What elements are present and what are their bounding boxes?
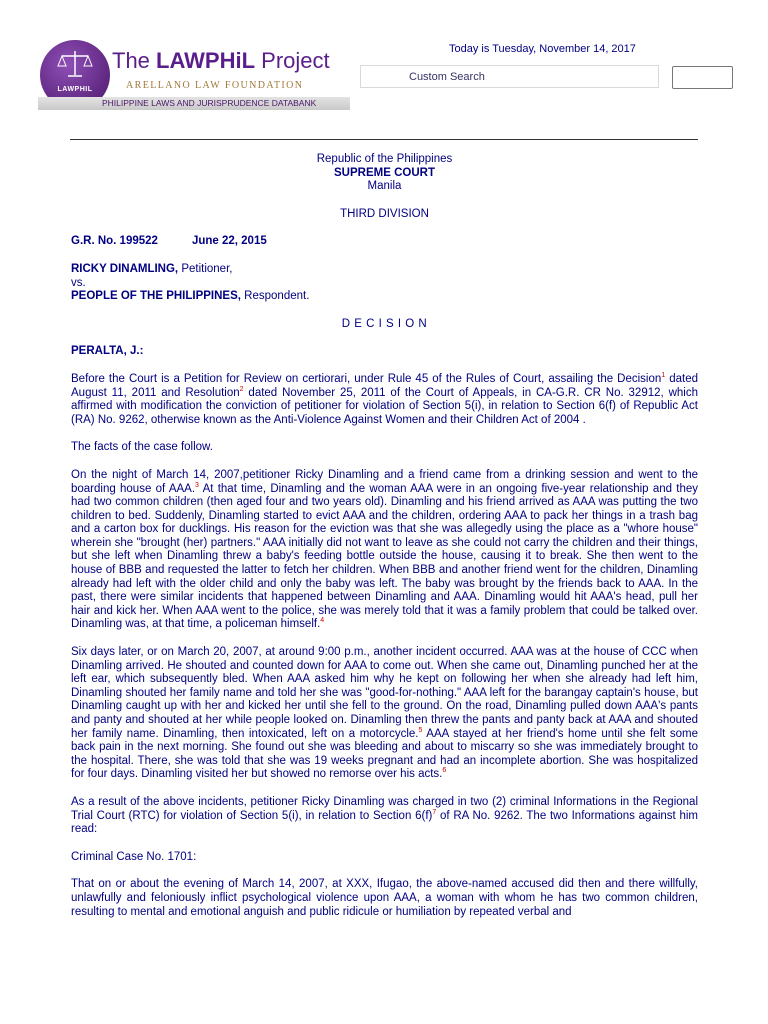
petitioner-line: RICKY DINAMLING, Petitioner, [71, 262, 233, 275]
republic-line: Republic of the Philippines [316, 153, 453, 165]
logo-band [38, 97, 350, 110]
search-input-label: Custom Search [409, 71, 485, 83]
parties-block [71, 263, 698, 304]
paragraph-2: The facts of the case follow. [71, 441, 213, 454]
case-number-line [71, 235, 698, 249]
logo-band-text: PHILIPPINE LAWS AND JURISPRUDENCE DATABANK [102, 98, 317, 108]
versus-line: vs. [71, 276, 86, 289]
seal-text: LAWPHIL [57, 86, 93, 93]
paragraph-1: Before the Court is a Petition for Review on certiorari, under Rule 45 of the Rules of Court, assailing the Decision$^1$ dated August 11, 2011 and Resolution$^2$ dated November 25, 2011 of the Court of Appeals, in CA-G.R. CR No. 32912, which affirmed with modification the conviction of petitioner for violation of Section 5(i), in relation to Section 6(f) of Republic Act (RA) No. 9262, otherwise known as the Anti-Violence Against Women and their Children Act of 2004 . [71, 372, 698, 426]
criminal-case-heading: Criminal Case No. 1701: [71, 850, 197, 863]
lawphil-logo[interactable] [38, 40, 350, 112]
division-heading: THIRD DIVISION [340, 207, 429, 220]
footnote-2-link[interactable]: 2 [239, 385, 244, 393]
decision-heading: D E C I S I O N [341, 317, 428, 330]
paragraph-3: On the night of March 14, 2007,petitioner Ricky Dinamling and a friend came from a drinking session and went to the boarding house of AAA.$^3$ At that time, Dinamling and the woman AAA were in an ongoing five-year relationship and they had two common children (then aged four and two years old). Dinamling and his friend arrived as AAA was putting the two children to bed. Suddenly, Dinamling started to evict AAA and the children, ordering AAA to pack her things in a trash bag and a carton box for ducklings. His reason for the eviction was that she was allegedly using the place as a "whore house" wherein she "brought (her) partners." AAA initially did not want to leave as she could not carry the children and their things, but she left when Dinamling threw a baby's feeding bottle outside the house, causing it to break. She then went to the house of BBB and requested the latter to fetch her children. When BBB and another friend went for the children, Dinamling already had left with the older child and only the baby was left. The baby was brought by the friends back to AAA. In the past, there were similar incidents that happened between Dinamling and AAA. Dinamling would hit AAA's head, pull her hair and kick her. When AAA went to the police, she was merely told that it was a family problem that could be talked over. Dinamling was, at that time, a policeman himself.$^4$ [71, 468, 698, 631]
footnote-6-link[interactable]: 6 [442, 767, 447, 775]
decision-document [71, 153, 698, 919]
ponente: PERALTA, J.: [71, 345, 144, 358]
information-text: That on or about the evening of March 14, 2007, at XXX, Ifugao, the above-named accused did then and there willfully, unlawfully and feloniously inflict psychological violence upon AAA, a woman with whom he has two common children, resulting to mental and emotional anguish and public ridicule or humiliation by repeated verbal and [71, 878, 698, 918]
header-divider [70, 139, 698, 140]
scales-of-justice-icon [57, 49, 93, 79]
court-header [71, 153, 698, 194]
paragraph-4: Six days later, or on March 20, 2007, at around 9:00 p.m., another incident occurred. AAA was at the house of CCC when Dinamling arrived. He shouted and counted down for AAA to come out. When she came out, Dinamling punched her at the left ear, which subsequently bled. When AAA asked him why he kept on following her when she already had left him, Dinamling shouted her family name and told her she was "good-for-nothing." AAA left for the barangay captain's house, but Dinamling caught up with her and kicked her until she fell to the ground. On the road, Dinamling pulled down AAA's pants and panty and shouted at her while people looked on. Dinamling then threw the pants and panty back at AAA and shouted her family name. Dinamling, then intoxicated, left on a motorcycle.$^5$ AAA stayed at her friend's home until she felt some back pain in the next morning. She found out she was bleeding and about to miscarry so she was immediately brought to the hospital. There, she was told that she was 19 weeks pregnant and had an incomplete abortion. She was hospitalized for four days. Dinamling visited her but showed no remorse over his acts.$^6$ [71, 646, 698, 781]
search-button[interactable] [672, 66, 733, 89]
current-date: Today is Tuesday, November 14, 2017 [449, 43, 636, 55]
footnote-5-link[interactable]: 5 [418, 726, 423, 734]
footnote-1-link[interactable]: 1 [661, 372, 666, 380]
footnote-7-link[interactable]: 7 [432, 808, 437, 816]
respondent-line: PEOPLE OF THE PHILIPPINES, Respondent. [71, 290, 310, 303]
logo-subtitle: ARELLANO LAW FOUNDATION [126, 80, 304, 91]
gr-number: G.R. No. 199522 [71, 235, 158, 248]
manila-line: Manila [367, 180, 402, 193]
footnote-4-link[interactable]: 4 [320, 617, 325, 625]
supreme-court-line: SUPREME COURT [334, 166, 435, 179]
logo-title: The LAWPHiL Project [112, 48, 330, 73]
search-input[interactable] [360, 65, 659, 88]
decision-date: June 22, 2015 [191, 235, 267, 248]
footnote-3-link[interactable]: 3 [195, 481, 199, 489]
paragraph-5: As a result of the above incidents, petitioner Ricky Dinamling was charged in two (2) criminal Informations in the Regional Trial Court (RTC) for violation of Section 5(i), in relation to Section $6(f)^7$ of RA No. 9262. The two Informations against him read: [71, 795, 698, 836]
